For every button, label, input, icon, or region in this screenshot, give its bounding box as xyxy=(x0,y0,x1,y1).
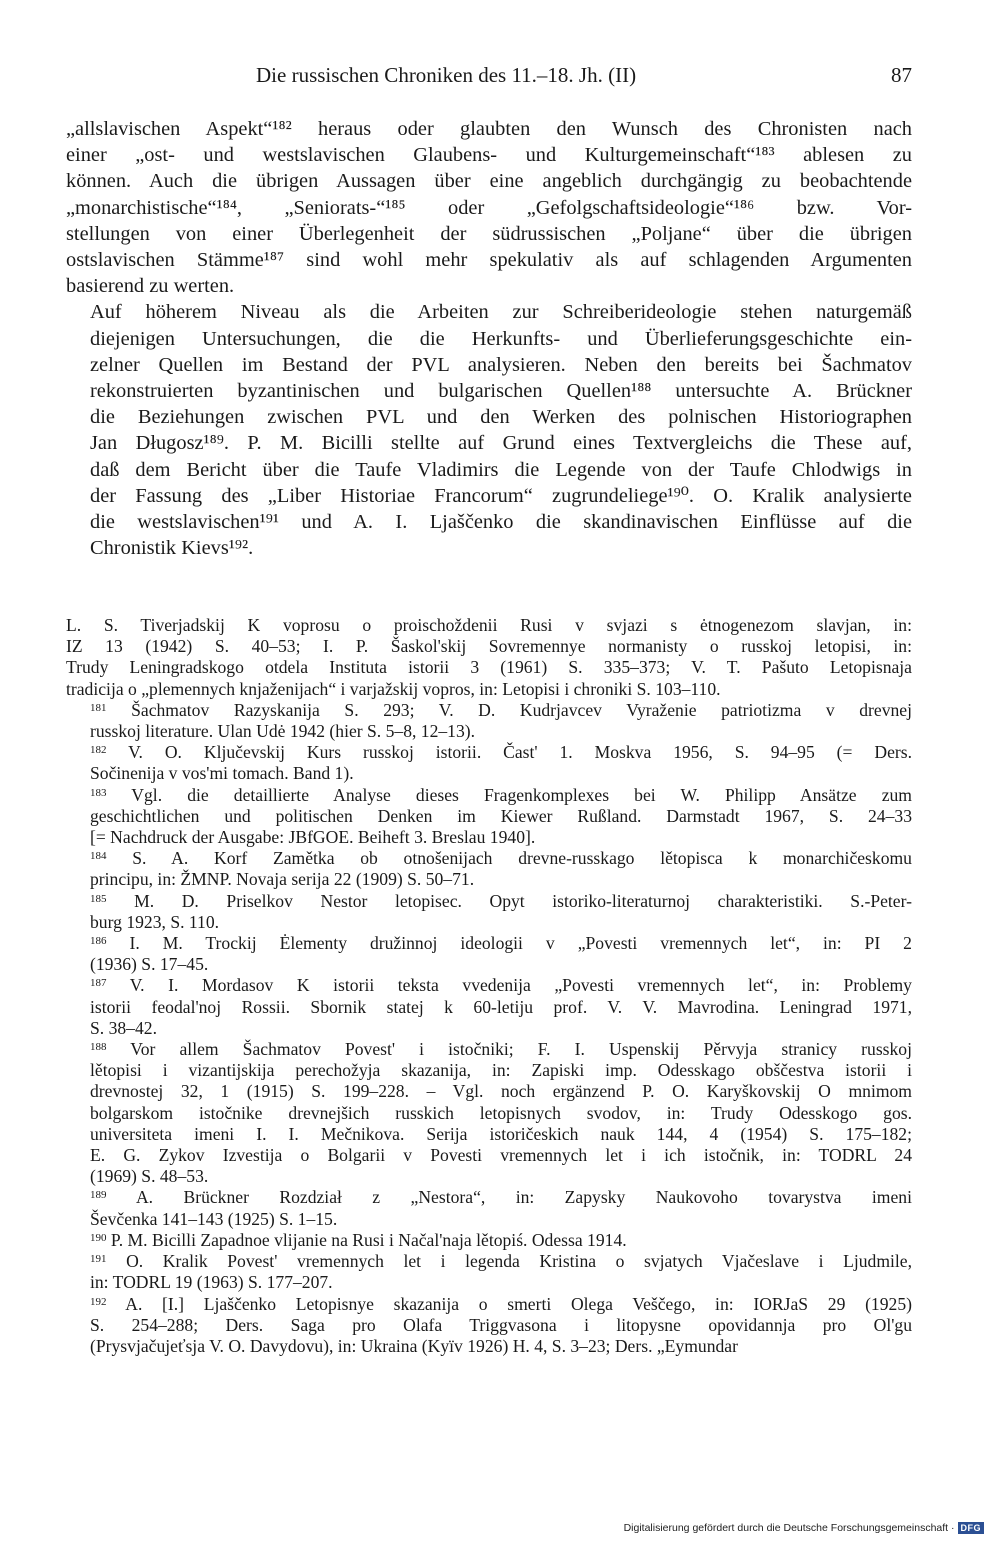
footnote-line xyxy=(66,1272,912,1293)
footnote-line xyxy=(66,1294,912,1315)
footnote-182 xyxy=(66,742,912,784)
footnote-continuation xyxy=(66,615,912,700)
footnote-line xyxy=(66,869,912,890)
footnote-number: 192 xyxy=(90,1295,107,1308)
footnote-183 xyxy=(66,785,912,849)
footnote-line xyxy=(66,1251,912,1272)
footnote-line xyxy=(66,1039,912,1060)
footnote-text: O. Kralik Povest' vremennych let i legenda Kristina o svjatych Vjačeslave i Ljudmile, xyxy=(126,1251,912,1272)
footnote-line xyxy=(66,1315,912,1336)
footnote-line xyxy=(66,721,912,742)
footnote-line xyxy=(66,1145,912,1166)
footnote-text: geschichtlichen und politischen Denken im Kiewer Rußland. Darmstadt 1967, S. 24–33 xyxy=(90,805,912,826)
footnote-line xyxy=(66,912,912,933)
body-line: einer „ost- und westslavischen Glaubens- und Kulturgemeinschaft“¹⁸³ ablesen zu xyxy=(66,144,912,167)
footnote-number: 191 xyxy=(90,1253,107,1266)
footnote-text: I. M. Trockij Ėlementy družinnoj ideologii v „Povesti vremennych let“, in: PI 2 xyxy=(129,933,912,954)
footnote-text: (1936) S. 17–45. xyxy=(90,954,209,975)
footnote-number: 188 xyxy=(90,1041,107,1054)
body-text xyxy=(66,116,912,561)
body-line: daß dem Bericht über die Taufe Vladimirs die Legende von der Taufe Chlodwigs in xyxy=(90,458,912,481)
footnote-text: (1969) S. 48–53. xyxy=(90,1166,209,1187)
footnote-line xyxy=(66,1187,912,1208)
footnote-text: [= Nachdruck der Ausgabe: JBfGOE. Beiheft 3. Breslau 1940]. xyxy=(90,827,536,848)
footnote-text: istorii feodal'noj Rossii. Sbornik statej k 60-letiju prof. V. V. Mavrodina. Leningrad 1971, xyxy=(90,996,912,1017)
running-title: Die russischen Chroniken des 11.–18. Jh. (II) xyxy=(256,63,637,87)
footnote-number: 184 xyxy=(90,850,107,863)
body-line: rekonstruierten byzantinischen und bulgarischen Quellen¹⁸⁸ untersuchte A. Brückner xyxy=(90,380,912,403)
body-line: „monarchistische“¹⁸⁴, „Seniorats-“¹⁸⁵ oder „Gefolgschaftsideologie“¹⁸⁶ bzw. Vor- xyxy=(66,196,912,219)
footnotes xyxy=(66,615,912,1357)
footnote-line: IZ 13 (1942) S. 40–53; I. P. Šaskol'skij Sovremennye normanisty o russkoj letopisi, in: xyxy=(66,636,912,657)
body-line: die westslavischen¹⁹¹ und A. I. Ljaščenko die skandinavischen Einflüsse auf die xyxy=(90,511,912,534)
footnote-number: 185 xyxy=(90,892,107,905)
body-line: basierend zu werten. xyxy=(66,275,235,298)
footnote-line xyxy=(66,806,912,827)
footnote-text: burg 1923, S. 110. xyxy=(90,911,220,932)
body-line: ostslavischen Stämme¹⁸⁷ sind wohl mehr spekulativ als auf schlagenden Argumenten xyxy=(66,249,912,272)
body-line: der Fassung des „Liber Historiae Francorum“ zugrundeliege¹⁹⁰. O. Kralik analysierte xyxy=(90,484,912,507)
footnote-text: A. [I.] Ljaščenko Letopisnye skazanija o smerti Olega Veščego, in: IORJaS 29 (1925) xyxy=(125,1293,912,1314)
footnote-line xyxy=(66,1018,912,1039)
footnote-line xyxy=(66,891,912,912)
body-line: zelner Quellen im Bestand der PVL analysieren. Neben den bereits bei Šachmatov xyxy=(90,353,912,376)
footnote-text: drevnostej 32, 1 (1915) S. 199–228. – Vgl. noch ergänzend P. O. Karyškovskij O mnimom xyxy=(90,1081,912,1102)
footnote-191 xyxy=(66,1251,912,1293)
footnote-number: 182 xyxy=(90,744,107,757)
footnote-line xyxy=(66,785,912,806)
digitization-credit xyxy=(624,1522,984,1534)
page-number: 87 xyxy=(891,63,912,87)
footnote-text: S. A. Korf Zamětka ob otnošenijach drevne-russkago lětopisca k monarchičeskomu xyxy=(132,848,912,869)
footnote-line xyxy=(66,1103,912,1124)
footnote-text: Šachmatov Razyskanija S. 293; V. D. Kudrjavcev Vyraženie patriotizma v drevnej xyxy=(131,699,912,720)
footnote-189 xyxy=(66,1187,912,1229)
footnote-line xyxy=(66,742,912,763)
footnote-188 xyxy=(66,1039,912,1187)
footnote-text: bolgarskom istočnike drevnejšich russkich letopisnych svodov, in: Trudy Odesskogo gos. xyxy=(90,1102,912,1123)
footnote-line xyxy=(66,933,912,954)
footnote-text: Vor allem Šachmatov Povest' i istočniki; F. I. Uspenskij Pěrvyja stranicy russkoj xyxy=(130,1039,912,1060)
footnote-number: 183 xyxy=(90,786,107,799)
footnote-line xyxy=(66,1209,912,1230)
footnote-text: russkoj literature. Ulan Udė 1942 (hier S. 5–8, 12–13). xyxy=(90,721,476,742)
footnote-text: V. I. Mordasov K istorii teksta vvedenija „Povesti vremennych let“, in: Problemy xyxy=(129,975,912,996)
body-line: können. Auch die übrigen Aussagen über eine angeblich durchgängig zu beobachtende xyxy=(66,170,912,193)
footnote-text: Sočinenija v vos'mi tomach. Band 1). xyxy=(90,763,354,784)
footnote-text: principu, in: ŽMNP. Novaja serija 22 (1909) S. 50–71. xyxy=(90,869,475,890)
footnote-184 xyxy=(66,848,912,890)
footnote-181 xyxy=(66,700,912,742)
footnote-line: L. S. Tiverjadskij K voprosu o proischoždenii Rusi v svjazi s ėtnogenezom slavjan, in: xyxy=(66,615,912,635)
paragraph-1 xyxy=(66,116,912,299)
footnote-line xyxy=(66,1124,912,1145)
footnote-line xyxy=(66,1060,912,1081)
footnote-text: (Prysvjačujeťsja V. O. Davydovu), in: Ukraina (Kyïv 1926) H. 4, S. 3–23; Ders. „Eymundar xyxy=(90,1335,738,1356)
footnote-text: universiteta imeni I. I. Mečnikova. Serija istoričeskich nauk 144, 4 (1954) S. 175–182; xyxy=(90,1123,912,1144)
footnote-line xyxy=(66,1081,912,1102)
footnote-line xyxy=(66,954,912,975)
body-line: stellungen von einer Überlegenheit der südrussischen „Poljane“ über die übrigen xyxy=(66,222,912,245)
footnote-line xyxy=(66,848,912,869)
footnote-text: P. M. Bicilli Zapadnoe vlijanie na Rusi i Načal'naja lětopiś. Odessa 1914. xyxy=(110,1229,627,1250)
footnote-line xyxy=(66,700,912,721)
footnote-text: in: TODRL 19 (1963) S. 177–207. xyxy=(90,1272,333,1293)
footnote-186 xyxy=(66,933,912,975)
credit-text: Digitalisierung gefördert durch die Deutsche Forschungsgemeinschaft · xyxy=(623,1522,955,1534)
footnote-number: 189 xyxy=(90,1189,107,1202)
dfg-logo: DFG xyxy=(958,1522,985,1534)
body-line: „allslavischen Aspekt“¹⁸² heraus oder glaubten den Wunsch des Chronisten nach xyxy=(66,118,912,140)
footnote-line: tradicija o „plemennych knjaženijach“ i varjažskij vopros, in: Letopisi i chroniki S. 103–110. xyxy=(66,678,721,699)
footnote-text: Ševčenka 141–143 (1925) S. 1–15. xyxy=(90,1208,338,1229)
footnote-line xyxy=(66,763,912,784)
footnote-number: 187 xyxy=(90,977,107,990)
footnote-text: M. D. Priselkov Nestor letopisec. Opyt istoriko-literaturnoj charakteristiki. S.-Peter- xyxy=(134,890,912,911)
footnote-text: Vgl. die detaillierte Analyse dieses Fragenkomplexes bei W. Philipp Ansätze zum xyxy=(131,784,912,805)
footnote-text: S. 38–42. xyxy=(90,1017,157,1038)
footnote-number: 190 xyxy=(90,1231,107,1244)
footnote-text: S. 254–288; Ders. Saga pro Olafa Triggvasona i litopysne opovidannja pro Ol'gu xyxy=(90,1314,912,1335)
footnote-line xyxy=(66,1336,912,1357)
footnote-line xyxy=(66,1230,912,1251)
footnote-line xyxy=(66,997,912,1018)
body-line: diejenigen Untersuchungen, die die Herkunfts- und Überlieferungsgeschichte ein- xyxy=(90,327,912,350)
footnote-text: lětopisi i vizantijskija perechožyja skazanija, in: Zapiski imp. Odesskago obščestva istorii i xyxy=(90,1060,912,1081)
body-line: Chronistik Kievs¹⁹². xyxy=(90,537,254,560)
footnote-text: A. Brückner Rozdział z „Nestora“, in: Zapysky Naukovoho tovarystva imeni xyxy=(135,1187,912,1208)
body-line: die Beziehungen zwischen PVL und den Werken des polnischen Historiographen xyxy=(90,406,912,429)
footnote-185 xyxy=(66,891,912,933)
footnote-text: E. G. Zykov Izvestija o Bolgarii v Povesti vremennych let i ich istočnik, in: TODRL 24 xyxy=(90,1145,912,1166)
footnote-number: 186 xyxy=(90,935,107,948)
footnote-line: Trudy Leningradskogo otdela Instituta istorii 3 (1961) S. 335–373; V. T. Pašuto Letopisnaja xyxy=(66,657,912,678)
footnote-192 xyxy=(66,1294,912,1358)
body-line: Jan Długosz¹⁸⁹. P. M. Bicilli stellte auf Grund eines Textvergleichs die These auf, xyxy=(90,432,912,455)
footnote-line xyxy=(66,827,912,848)
footnote-text: V. O. Ključevskij Kurs russkoj istorii. Čast' 1. Moskva 1956, S. 94–95 (= Ders. xyxy=(128,742,912,763)
footnote-line xyxy=(66,975,912,996)
footnote-line xyxy=(66,1166,912,1187)
footnote-190 xyxy=(66,1230,912,1251)
footnote-187 xyxy=(66,975,912,1039)
body-line: Auf höherem Niveau als die Arbeiten zur Schreiberideologie stehen naturgemäß xyxy=(90,301,912,324)
footnote-number: 181 xyxy=(90,701,107,714)
paragraph-2 xyxy=(66,299,912,561)
